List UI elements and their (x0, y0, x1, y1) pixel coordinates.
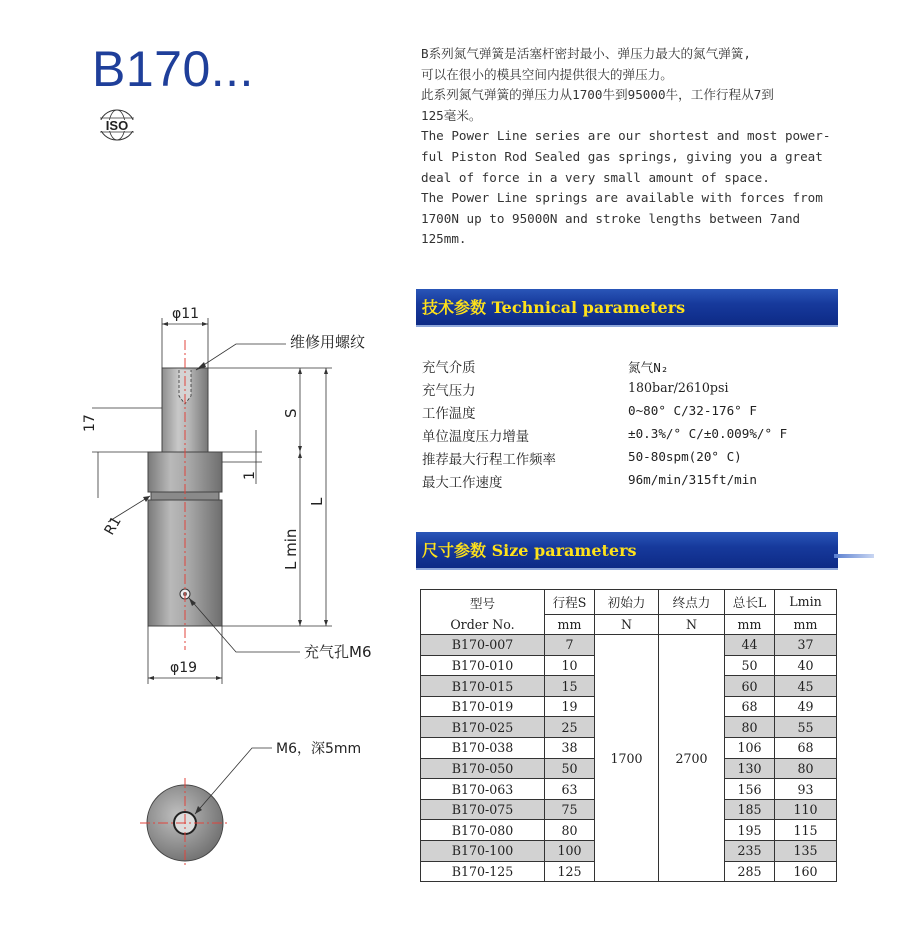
stroke-cell: 100 (545, 841, 595, 862)
header-cell: Lmin (775, 590, 837, 615)
intro-line: 1700N up to 95000N and stroke lengths between 7and (421, 210, 801, 226)
gas-spring-drawing (0, 280, 410, 880)
lmin-cell: 45 (775, 676, 837, 697)
dim-l-label: L (308, 497, 326, 506)
param-value: 0~80° C/32-176° F (628, 403, 757, 418)
arrow-head (148, 676, 154, 680)
length-cell: 44 (725, 635, 775, 656)
arrow-head (324, 368, 328, 374)
order-cell: B170-025 (421, 717, 545, 738)
header-cell: Order No. (421, 614, 545, 635)
param-label: 充气介质 (422, 361, 476, 376)
dim-s-label: S (282, 408, 300, 418)
param-value: ±0.3%/° C/±0.009%/° F (628, 426, 788, 441)
iso-logo (95, 108, 139, 146)
dia-bottom-label: φ19 (170, 660, 198, 676)
header-cell: 终点力 (659, 590, 725, 615)
lmin-cell: 49 (775, 696, 837, 717)
stroke-cell: 25 (545, 717, 595, 738)
intro-line: 可以在很小的模具空间内提供很大的弹压力。 (421, 66, 673, 82)
intro-line: 125毫米。 (421, 107, 482, 123)
order-cell: B170-050 (421, 758, 545, 779)
lmin-cell: 68 (775, 738, 837, 759)
length-cell: 60 (725, 676, 775, 697)
dim-r1-label: R1 (101, 513, 125, 538)
length-cell: 50 (725, 655, 775, 676)
length-cell: 130 (725, 758, 775, 779)
page-title: B170... (92, 41, 254, 97)
unit-cell: N (595, 614, 659, 635)
param-value: 氮气N₂ (628, 360, 669, 375)
length-cell: 195 (725, 820, 775, 841)
table-header-row (421, 590, 837, 615)
order-cell: B170-063 (421, 779, 545, 800)
size-parameters-banner (416, 532, 838, 570)
stroke-cell: 63 (545, 779, 595, 800)
order-cell: B170-125 (421, 861, 545, 882)
stroke-cell: 7 (545, 635, 595, 656)
banner-accent (834, 554, 874, 558)
dim-17-label: 17 (82, 414, 98, 432)
header-cell: 总长L (725, 590, 775, 615)
intro-line: 此系列氮气弹簧的弹压力从1700牛到95000牛，工作行程从7到 (421, 87, 774, 103)
arrow-head (162, 322, 168, 326)
order-cell: B170-038 (421, 738, 545, 759)
arrow-head (298, 620, 302, 626)
param-label: 工作温度 (422, 407, 476, 422)
fill-port-label: 充气孔M6 (304, 643, 372, 661)
lmin-cell: 115 (775, 820, 837, 841)
dim-1-label: 1 (242, 471, 258, 480)
header-cell: 初始力 (595, 590, 659, 615)
param-label: 充气压力 (422, 384, 476, 399)
leader-line (196, 344, 286, 370)
order-cell: B170-007 (421, 635, 545, 656)
technical-parameters-banner (416, 289, 838, 327)
stroke-cell: 75 (545, 799, 595, 820)
order-cell: B170-019 (421, 696, 545, 717)
unit-cell: mm (545, 614, 595, 635)
dim-lmin-label: L min (282, 528, 300, 570)
arrow-head (202, 322, 208, 326)
length-cell: 185 (725, 799, 775, 820)
size-table (420, 589, 837, 882)
table-unit-row (421, 614, 837, 635)
table-row (421, 635, 837, 656)
intro-text (421, 44, 851, 250)
stroke-cell: 15 (545, 676, 595, 697)
lmin-cell: 80 (775, 758, 837, 779)
arrow-head (298, 452, 302, 458)
param-label: 单位温度压力增量 (422, 430, 530, 445)
lmin-cell: 40 (775, 655, 837, 676)
intro-line: ful Piston Rod Sealed gas springs, giving you a great (421, 148, 823, 164)
lmin-cell: 37 (775, 635, 837, 656)
length-cell: 156 (725, 779, 775, 800)
arrow-head (298, 368, 302, 374)
iso-logo-text: ISO (105, 118, 129, 133)
order-cell: B170-075 (421, 799, 545, 820)
lmin-cell: 160 (775, 861, 837, 882)
length-cell: 106 (725, 738, 775, 759)
order-cell: B170-100 (421, 841, 545, 862)
param-label: 最大工作速度 (422, 476, 503, 491)
intro-line: The Power Line springs are available with forces from (421, 190, 823, 206)
param-value: 96m/min/315ft/min (628, 472, 757, 487)
lmin-cell: 135 (775, 841, 837, 862)
param-value: 50-80spm(20° C) (628, 449, 742, 464)
stroke-cell: 38 (545, 738, 595, 759)
lmin-cell: 93 (775, 779, 837, 800)
order-cell: B170-010 (421, 655, 545, 676)
intro-line: 125mm. (421, 231, 467, 247)
header-cell: 行程S (545, 590, 595, 615)
unit-cell: mm (775, 614, 837, 635)
length-cell: 68 (725, 696, 775, 717)
iso-globe-icon (95, 108, 139, 142)
length-cell: 80 (725, 717, 775, 738)
arrow-head (216, 676, 222, 680)
end-force-cell: 2700 (659, 635, 725, 882)
stroke-cell: 19 (545, 696, 595, 717)
unit-cell: N (659, 614, 725, 635)
intro-line: B系列氮气弹簧是活塞杆密封最小、弹压力最大的氮气弹簧, (421, 46, 752, 61)
unit-cell: mm (725, 614, 775, 635)
arrow-head (298, 446, 302, 452)
intro-line: deal of force in a very small amount of space. (421, 169, 770, 185)
length-cell: 235 (725, 841, 775, 862)
technical-heading: 技术参数 Technical parameters (422, 298, 686, 317)
initial-force-cell: 1700 (595, 635, 659, 882)
m6-label: M6，深5mm (276, 741, 362, 757)
header-cell: 型号 (421, 590, 545, 615)
size-heading: 尺寸参数 Size parameters (422, 541, 637, 560)
length-cell: 285 (725, 861, 775, 882)
order-cell: B170-080 (421, 820, 545, 841)
stroke-cell: 10 (545, 655, 595, 676)
lmin-cell: 110 (775, 799, 837, 820)
stroke-cell: 80 (545, 820, 595, 841)
lmin-cell: 55 (775, 717, 837, 738)
param-label: 推荐最大行程工作频率 (422, 453, 556, 468)
thread-label: 维修用螺纹 (290, 333, 366, 351)
param-value: 180bar/2610psi (628, 380, 729, 395)
intro-line: The Power Line series are our shortest and most power- (421, 128, 831, 144)
stroke-cell: 50 (545, 758, 595, 779)
stroke-cell: 125 (545, 861, 595, 882)
arrow-head (324, 620, 328, 626)
order-cell: B170-015 (421, 676, 545, 697)
dia-top-label: φ11 (172, 306, 200, 322)
